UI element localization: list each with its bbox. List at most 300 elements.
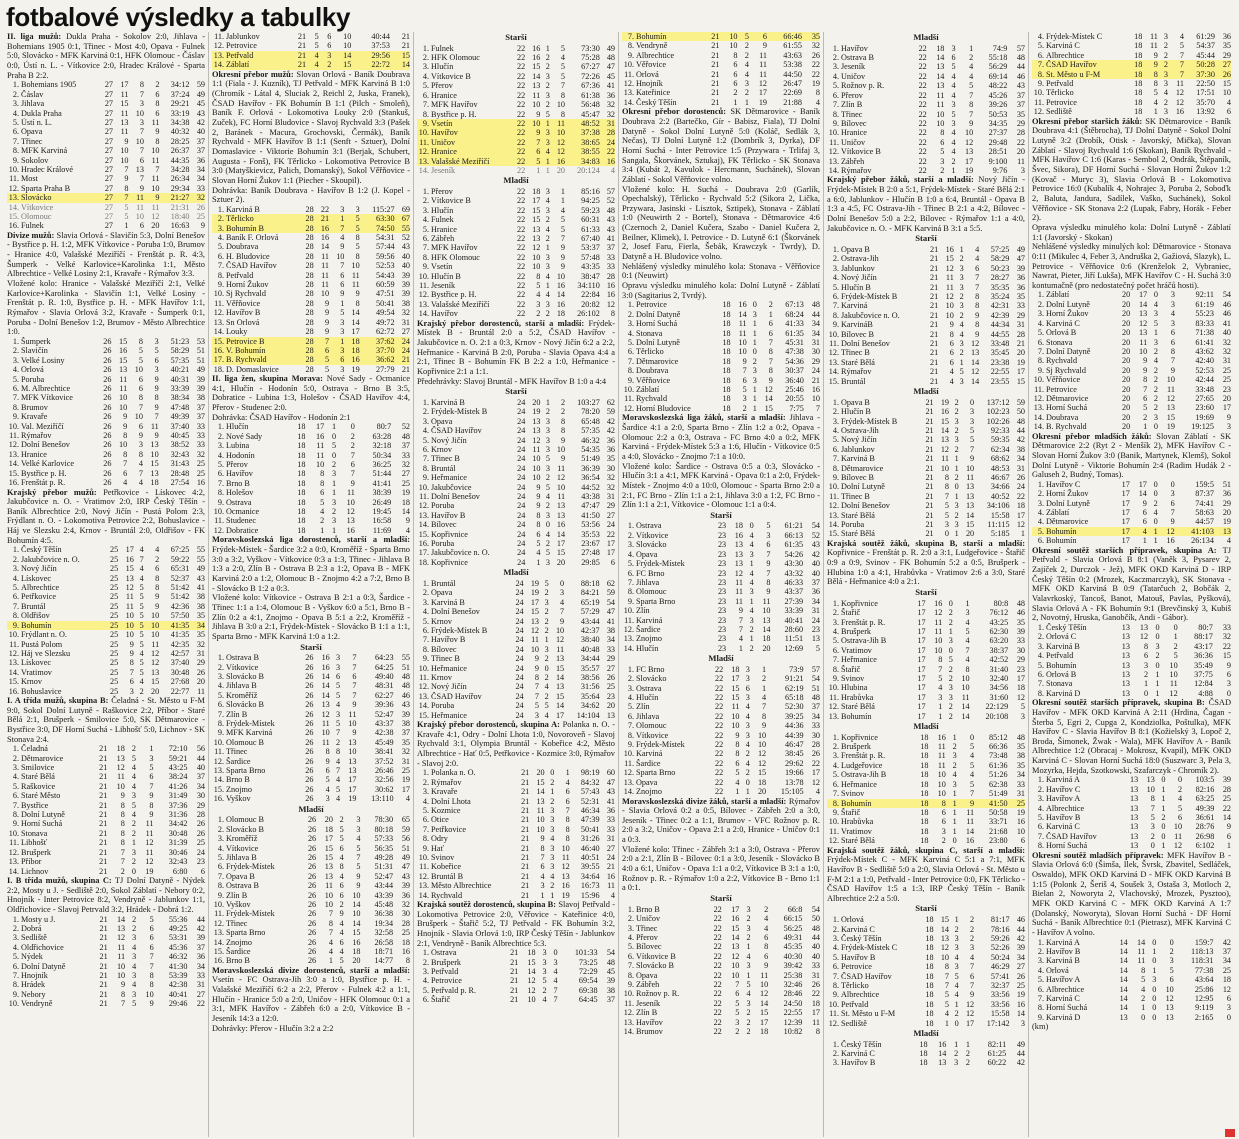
table-row xyxy=(1032,527,1231,536)
stat-cell: 10 xyxy=(316,460,325,470)
stat-cell: 8 xyxy=(565,824,570,834)
team-cell: Věřňovice xyxy=(636,375,671,385)
stat-cell: 1 xyxy=(1155,679,1160,689)
stat-cell: 17 xyxy=(556,539,566,549)
stat-cell: 0 xyxy=(1153,517,1158,527)
stat-cell: 22 xyxy=(715,702,724,712)
team-cell: Horní Žukov xyxy=(226,280,269,290)
stat-cell: 11 xyxy=(966,817,975,827)
stat-cell: 29:34 xyxy=(170,183,190,193)
stat-cell: 33:56 xyxy=(990,990,1010,1000)
table-row xyxy=(622,531,820,540)
team-cell: Dolní Benešov xyxy=(21,440,70,450)
stat-cell: 11 xyxy=(129,193,144,202)
stat-cell: 14 xyxy=(1119,947,1128,956)
stat-cell: 13 xyxy=(734,549,743,559)
table-row xyxy=(7,412,205,421)
stat-cell: 6 xyxy=(540,862,545,872)
stat-cell: 8 xyxy=(565,815,570,825)
stat-cell: 5 xyxy=(1020,702,1025,712)
stat-cell: 15 xyxy=(1016,376,1025,386)
stat-cell: 49:39 xyxy=(170,412,190,422)
rank-cell: 9. xyxy=(1037,79,1044,89)
rank-cell: 3. xyxy=(832,1058,839,1068)
results-paragraph: Krajská soutěž žáků, skupina C, starší a mladší: Frýdek-Místek C - MFK Karviná C 5:1 a 7:1, MFK Havířov B - Sedliště 5:0 a 2:0, Slavia Orlová - St. Město u F-M 2:1 a 1:0, Petřvald - Inter Petrovice 0:0, FK Těrlicko - ČSAD Havířov 1:5 a 1:3, IRP Český Těšín - Baník Albrechtice 2:2 a 5:0. xyxy=(827,845,1025,903)
stat-cell: 21 xyxy=(99,970,108,980)
table-row xyxy=(7,801,205,810)
stat-cell: 8 xyxy=(1153,79,1158,89)
stat-cell: 81:17 xyxy=(990,915,1010,925)
stat-cell: 10 xyxy=(536,815,545,825)
stat-cell: 8 xyxy=(815,1027,820,1036)
team-cell: Stonava xyxy=(1046,679,1073,689)
stat-cell: 46 xyxy=(1222,309,1231,319)
team-cell: Hranice xyxy=(431,90,457,100)
stat-cell: 1 xyxy=(565,768,570,778)
team-cell: Třinec xyxy=(226,747,248,757)
stat-cell: 10 xyxy=(965,463,975,473)
stat-cell: 14 xyxy=(321,671,330,681)
stat-cell: 8 xyxy=(733,50,738,60)
stat-cell: 25 xyxy=(110,686,119,696)
table-row xyxy=(827,273,1025,282)
stat-cell: 4 xyxy=(560,53,565,63)
table-row xyxy=(212,956,410,965)
stat-cell: 6 xyxy=(336,671,341,681)
stat-cell: 7 xyxy=(329,224,344,233)
rank-cell: 10. xyxy=(828,999,839,1009)
stat-cell: 20:82 xyxy=(581,299,600,309)
stat-cell: 3 xyxy=(553,957,558,967)
rank-cell: 9. xyxy=(832,673,839,683)
table-row xyxy=(827,943,1025,952)
table-row xyxy=(212,825,410,834)
table-row xyxy=(7,156,205,165)
stat-cell: 5 xyxy=(944,990,950,1000)
stat-cell: 2 xyxy=(1150,831,1155,841)
stat-cell: 2 xyxy=(542,985,547,995)
table-row xyxy=(212,834,410,843)
table-row xyxy=(827,44,1025,53)
stat-cell: 44 xyxy=(1016,62,1025,72)
stat-cell: 39:55 xyxy=(580,862,600,872)
table-row xyxy=(1032,642,1231,651)
team-cell: Brno B xyxy=(636,904,660,914)
stat-cell: 5 xyxy=(940,147,945,157)
results-paragraph: Krajský přebor dorostenců, skupina A: Polanka n. O. - Kravaře 4:1, Odry - Dolní Lhota 1:0, Novoroveň - Slavoj Rychvald 3:1, Olympia Bruntál - Kobeřice 4:2, Město Albrechtice - Hať 0:5, Petřkovice - Kozmice 3:0, Rýmařov - Slavoj 2:0. xyxy=(417,720,615,768)
team-cell: Havířov C xyxy=(1046,479,1081,489)
stat-cell: 8 xyxy=(735,740,740,750)
stat-cell: 37:75 xyxy=(1194,669,1213,679)
team-cell: Vítkovice B xyxy=(431,71,471,81)
stat-cell: 12 xyxy=(125,583,134,593)
stat-cell: 26 xyxy=(305,700,314,710)
table-row xyxy=(7,422,205,431)
stat-cell: 73:25 xyxy=(578,957,598,967)
stat-cell: 18 xyxy=(762,634,771,644)
stat-cell: 7 xyxy=(352,653,357,663)
stat-cell: 0 xyxy=(1152,1003,1157,1013)
table-row xyxy=(827,119,1025,128)
stat-cell: 51:42 xyxy=(170,583,190,593)
stat-cell: 8 xyxy=(320,469,325,479)
stat-cell: 21 xyxy=(395,355,410,364)
team-cell: Bohumín xyxy=(1046,536,1077,546)
stat-cell: 23 xyxy=(717,540,727,550)
stat-cell: 18 xyxy=(731,664,740,674)
rank-cell: 6. xyxy=(422,444,429,454)
rank-cell: 6. xyxy=(832,645,839,655)
stat-cell: 3 xyxy=(1020,711,1025,721)
stat-cell: 25 xyxy=(110,564,119,574)
stat-cell: 9 xyxy=(1153,50,1158,60)
stat-cell: 4 xyxy=(744,60,749,70)
stat-cell: 7 xyxy=(738,624,743,634)
table-row xyxy=(212,233,410,242)
table-row xyxy=(7,744,205,753)
rank-cell: 2. xyxy=(1037,489,1044,499)
stat-cell: 5 xyxy=(149,763,154,773)
team-cell: Třinec xyxy=(636,923,658,933)
table-row xyxy=(827,100,1025,109)
stat-cell: 7 xyxy=(138,402,143,412)
table-row xyxy=(622,933,820,942)
stat-cell: 33:48 xyxy=(1195,384,1214,394)
team-cell: Pustá Polom xyxy=(21,639,63,649)
stat-cell: 5 xyxy=(545,482,550,492)
stat-cell: 33 xyxy=(196,970,205,980)
rank-cell: 7. xyxy=(627,961,634,971)
stat-cell: 1 xyxy=(752,319,757,329)
stat-cell: 21 xyxy=(99,847,108,857)
stat-cell: 13 xyxy=(536,796,545,806)
stat-cell: 13 xyxy=(1165,1012,1174,1022)
stat-cell: 28:27 xyxy=(990,273,1010,283)
rank-cell: 11. xyxy=(417,138,431,147)
stat-cell: 17 xyxy=(1016,510,1025,520)
stat-cell: 18:40 xyxy=(170,211,190,221)
stat-cell: 26 xyxy=(305,653,314,663)
stat-cell: 10 xyxy=(135,211,144,221)
team-cell: Vítkovice xyxy=(21,202,54,212)
stat-cell: 5 xyxy=(970,779,975,789)
stat-cell: 3 xyxy=(132,989,137,999)
stat-cell: 48:22 xyxy=(988,81,1008,91)
stat-cell: 15 xyxy=(532,215,541,225)
stat-cell: 2 xyxy=(545,407,550,417)
stat-cell: 10 xyxy=(320,289,330,299)
stat-cell: 74:9 xyxy=(992,43,1008,53)
rank-cell: 16. xyxy=(418,539,429,549)
stat-cell: 3 xyxy=(550,805,555,815)
stat-cell: 11 xyxy=(936,90,945,100)
stat-cell: 0 xyxy=(1152,1012,1157,1022)
stat-cell: 9 xyxy=(975,329,980,339)
table-row xyxy=(827,742,1025,751)
team-cell: Petřvald xyxy=(431,967,459,977)
stat-cell: 2 xyxy=(744,41,749,51)
stat-cell: 8 xyxy=(121,989,126,999)
stat-cell: 25 xyxy=(110,573,119,583)
team-cell: Jeseník xyxy=(431,281,456,291)
results-paragraph: Dohrávka: Baník Doubrava - Havířov B 1:2 (J. Kopel - Sztuer 2). xyxy=(212,185,410,205)
stat-cell: 2 xyxy=(940,165,945,175)
stat-cell: 45 xyxy=(196,99,205,109)
stat-cell: 11 xyxy=(145,828,154,838)
table-row xyxy=(212,308,410,317)
team-cell: Sparta Brno xyxy=(636,768,676,778)
stat-cell: 5 xyxy=(139,611,144,621)
table-row xyxy=(827,751,1025,760)
stat-cell: 12 xyxy=(555,635,565,645)
stat-cell: 15 xyxy=(536,777,545,787)
stat-cell: 91:21 xyxy=(785,674,804,684)
team-cell: Brušperk xyxy=(431,957,462,967)
team-cell: Hlubina xyxy=(841,683,868,693)
stat-cell: 10 xyxy=(1165,984,1174,994)
stat-cell: 25 xyxy=(103,621,119,630)
stat-cell: 11 xyxy=(145,819,154,829)
stat-cell: 26 xyxy=(196,819,205,829)
stat-cell: 58:63 xyxy=(1195,508,1214,518)
stat-cell: 10 xyxy=(757,740,767,750)
stat-cell: 16 xyxy=(1166,536,1175,546)
stat-cell: 2 xyxy=(952,742,957,752)
stat-cell: 17 xyxy=(1121,517,1130,527)
stat-cell: 2 xyxy=(1153,403,1158,413)
stat-cell: 21 xyxy=(99,800,108,810)
rank-cell: 6. xyxy=(12,961,19,971)
table-row xyxy=(417,976,615,985)
rank-cell: 13. xyxy=(8,658,19,668)
stat-cell: 4 xyxy=(749,568,754,578)
stat-cell: 26 xyxy=(1016,971,1025,981)
stat-cell: 35:53 xyxy=(581,529,600,539)
stat-cell: 3 xyxy=(154,337,159,346)
table-row xyxy=(1032,480,1231,489)
table-row xyxy=(417,862,615,871)
stat-cell: 63:28 xyxy=(372,431,392,441)
table-row xyxy=(827,618,1025,627)
stat-cell: 18 xyxy=(150,478,159,488)
stat-cell: 34 xyxy=(189,621,205,630)
stat-cell: 21 xyxy=(711,50,720,60)
stat-cell: 10 xyxy=(120,155,129,165)
stat-cell: 2 xyxy=(545,473,550,483)
stat-cell: 31 xyxy=(401,756,410,766)
rank-cell: 12. xyxy=(828,348,839,358)
stat-cell: 4 xyxy=(356,834,361,844)
team-cell: HFK Olomouc xyxy=(431,252,480,262)
stat-cell: 7 xyxy=(766,568,771,578)
rank-cell: 14. xyxy=(418,701,429,711)
stat-cell: 15 xyxy=(532,205,541,215)
stat-cell: 43:17 xyxy=(1194,641,1213,651)
team-cell: Jablunkov xyxy=(226,32,260,41)
stat-cell: 22 xyxy=(918,100,927,110)
stat-cell: 11 xyxy=(937,760,946,770)
rank-cell: 11. xyxy=(829,1009,839,1019)
stat-cell: 80:7 xyxy=(1198,622,1213,632)
rank-cell: 16. xyxy=(8,686,19,696)
stat-cell: 4 xyxy=(336,756,341,766)
stat-cell: 18 xyxy=(722,300,731,310)
table-row xyxy=(417,147,615,156)
stat-cell: 31 xyxy=(1222,356,1231,366)
stat-cell: 10 xyxy=(532,262,541,272)
stat-cell: 14:77 xyxy=(374,956,394,966)
stat-cell: 11 xyxy=(731,702,740,712)
table-row xyxy=(1032,651,1231,660)
stat-cell: 15 xyxy=(555,663,565,673)
stat-cell: 17 xyxy=(811,768,820,778)
stat-cell: 3 xyxy=(746,904,751,914)
stat-cell: 35 xyxy=(1016,760,1025,770)
stat-cell: 43 xyxy=(1016,81,1025,91)
stat-cell: 9 xyxy=(764,961,769,971)
results-column xyxy=(619,32,824,1137)
stat-cell: 2 xyxy=(745,749,750,759)
rank-cell: 6. xyxy=(422,815,429,825)
rank-cell: 9. xyxy=(627,596,634,606)
stat-cell: 2 xyxy=(336,737,341,747)
team-cell: Dukla Praha xyxy=(21,108,62,118)
stat-cell: 13 xyxy=(324,862,333,872)
stat-cell: 5 xyxy=(735,998,740,1008)
stat-cell: 5 xyxy=(545,109,550,119)
stat-cell: 11 xyxy=(937,751,946,761)
rank-cell: 7. xyxy=(627,721,634,731)
table-row xyxy=(827,1019,1025,1028)
rank-cell: 12. xyxy=(828,501,839,511)
team-cell: Fulnek xyxy=(431,43,454,53)
table-subheading: Mladší xyxy=(298,803,324,814)
stat-cell: 39 xyxy=(196,933,205,943)
stat-cell: 4 xyxy=(744,69,749,79)
results-paragraph: Vložené kolo: H. Suchá - Doubrava 2:0 (Garlík, Opechalský), Těrlicko - Rychvald 5:2 (Sikora 2, Lička, Przywara, Jasinski - Lisztok, Sztipek), Stonava - Záblatí 1:0 (Neuwirth 2 - Bortel), Stonava - Dětmarovice 4:6 (Czernoch 2, Daniel Kučera, Szabo - Daniel Kučera 2, Beilner, Klimek), I. Petrovice - D. Lutyně 6:1 (Škorvánek 2, Josef Faru, Fierla, Šebák, Krawczyk - Twrdy), D. Datyně a H. Bludovice volno. xyxy=(622,184,820,262)
stat-cell: 33 xyxy=(606,262,615,272)
stat-cell: 65 xyxy=(401,815,410,825)
stat-cell: 18 xyxy=(919,1049,928,1059)
stat-cell: 6 xyxy=(352,671,357,681)
team-cell: Bohumín B xyxy=(226,224,298,233)
stat-cell: 18 xyxy=(920,779,929,789)
rank-cell: 16. xyxy=(8,478,19,488)
stat-cell: 6 xyxy=(768,328,773,338)
team-cell: Hranice xyxy=(21,449,47,459)
stat-cell: 1 xyxy=(954,454,959,464)
stat-cell: 8 xyxy=(355,251,360,261)
rank-cell: 8. xyxy=(217,881,224,891)
stat-cell: 24 xyxy=(515,644,524,654)
stat-cell: 6 xyxy=(314,346,329,355)
stat-cell: 0 xyxy=(1161,775,1166,785)
table-row xyxy=(417,300,615,309)
stat-cell: 0 xyxy=(954,482,959,492)
stat-cell: 21 xyxy=(99,772,108,782)
stat-cell: 9 xyxy=(970,990,975,1000)
rank-cell: 7. xyxy=(627,356,634,366)
rank-cell: 8. xyxy=(832,310,839,320)
team-cell: Olomouc xyxy=(21,211,52,221)
stat-cell: 54:35 xyxy=(581,444,600,454)
stat-cell: 37:30 xyxy=(1184,70,1215,79)
stat-cell: 0 xyxy=(1155,622,1160,632)
stat-cell: 26 xyxy=(1215,70,1231,79)
stat-cell: 18 xyxy=(925,980,934,990)
stat-cell: 44:52 xyxy=(581,482,600,492)
stat-cell: 12:39 xyxy=(783,1017,803,1027)
stat-cell: 43 xyxy=(606,215,615,225)
stat-cell: 14 xyxy=(1119,937,1128,947)
stat-cell: 17 xyxy=(606,548,615,558)
stat-cell: 10 xyxy=(135,136,144,146)
rank-cell: 6. xyxy=(422,90,429,100)
stat-cell: 4 xyxy=(954,990,959,1000)
stat-cell: 15:58 xyxy=(990,1009,1010,1019)
stat-cell: 33 xyxy=(401,450,410,460)
stat-cell: 6 xyxy=(1169,975,1174,985)
stat-cell: 49 xyxy=(1016,1039,1025,1049)
table-row xyxy=(827,646,1025,655)
stat-cell: 3 xyxy=(954,435,959,445)
team-cell: Kopřivnice xyxy=(431,557,468,567)
rank-cell: 2. xyxy=(217,431,224,441)
stat-cell: 83:33 xyxy=(1195,318,1214,328)
stat-cell: 80:7 xyxy=(376,422,392,432)
stat-cell: 7 xyxy=(155,164,160,174)
stat-cell: 9 xyxy=(762,41,767,51)
team-cell: Jakubčovice n. O. xyxy=(21,554,80,564)
stat-cell: 9 xyxy=(350,478,355,488)
stat-cell: 54 xyxy=(811,674,820,684)
stat-cell: 7 xyxy=(1168,70,1184,79)
results-paragraph: (km) xyxy=(1032,1022,1049,1032)
team-cell: Staré Bělá xyxy=(841,510,875,520)
rank-cell: 9. xyxy=(832,472,839,482)
standings-table xyxy=(7,337,205,488)
stat-cell: 10 xyxy=(118,440,128,450)
table-row xyxy=(622,634,820,643)
team-cell: Dětmarovice xyxy=(21,753,64,763)
stat-cell: 1 xyxy=(938,711,943,721)
table-row xyxy=(417,407,615,416)
table-row xyxy=(827,348,1025,357)
stat-cell: 60:22 xyxy=(987,1058,1007,1068)
team-cell: Sedliště xyxy=(1046,107,1072,117)
stat-cell: 5 xyxy=(544,701,549,711)
stat-cell: 10 xyxy=(116,781,125,791)
stat-cell: 21:88 xyxy=(783,97,802,107)
table-row xyxy=(1032,517,1231,526)
stat-cell: 6 xyxy=(1170,337,1175,347)
stat-cell: 21 xyxy=(99,857,108,867)
stat-cell: 26 xyxy=(305,690,314,700)
stat-cell: 43:25 xyxy=(989,617,1009,627)
team-cell: Ostrava-Jih xyxy=(841,425,879,435)
stat-cell: 16 xyxy=(532,53,541,63)
stat-cell: 0 xyxy=(350,422,355,432)
stat-cell: 36 xyxy=(1016,273,1025,283)
team-cell: Studenec xyxy=(226,516,257,526)
stat-cell: 1 xyxy=(331,525,337,535)
stat-cell: 55:18 xyxy=(988,53,1008,63)
stat-cell: 10 xyxy=(1169,660,1178,670)
stat-cell: 16 xyxy=(561,881,570,891)
stat-cell: 0 xyxy=(944,529,950,539)
standings-table xyxy=(417,768,615,900)
rank-cell: 11. xyxy=(9,431,19,441)
